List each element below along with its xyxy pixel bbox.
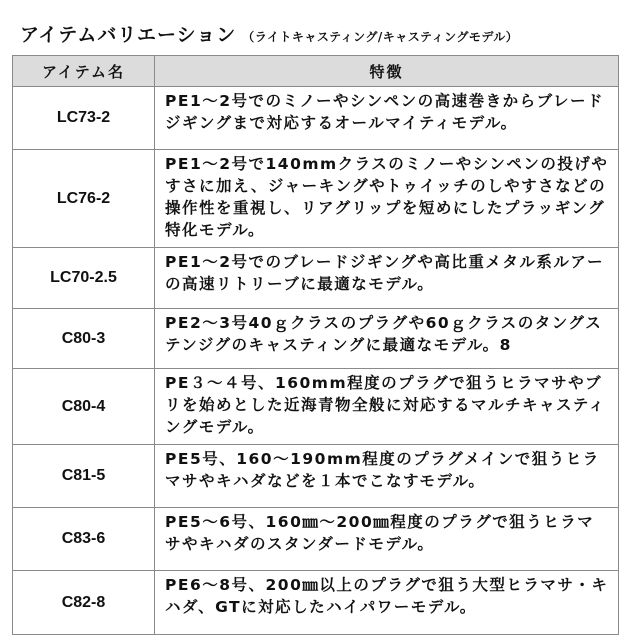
item-feature-cell: PE5～6号、160㎜～200㎜程度のプラグで狙うヒラマサやキハダのスタンダードモデル。: [155, 508, 619, 571]
table-row: [13, 369, 619, 445]
table-row: [13, 571, 619, 635]
table-row: [13, 248, 619, 309]
item-feature-cell: PE1～2号でのミノーやシンペンの高速巻きからブレードジギングまで対応するオールマイティモデル。: [155, 87, 619, 150]
item-name-cell: C80-3: [13, 309, 155, 369]
header-item-name: アイテム名: [13, 56, 155, 87]
item-feature-cell: PE2～3号40ｇクラスのプラグや60ｇクラスのタングステンジグのキャスティングに最適なモデル。8: [155, 309, 619, 369]
item-name-cell: C80-4: [13, 369, 155, 445]
item-name-cell: LC76-2: [13, 150, 155, 248]
table-row: [13, 309, 619, 369]
item-name-cell: C83-6: [13, 508, 155, 571]
table-header-row: [13, 56, 619, 87]
table-row: [13, 445, 619, 508]
item-name-cell: LC70-2.5: [13, 248, 155, 309]
item-feature-cell: PE5号、160～190mm程度のプラグメインで狙うヒラマサやキハダなどを１本でこなすモデル。: [155, 445, 619, 508]
title-subtitle: （ライトキャスティング/キャスティングモデル）: [242, 30, 519, 44]
item-name-cell: C81-5: [13, 445, 155, 508]
item-feature-cell: PE３～４号、160mm程度のプラグで狙うヒラマサやブリを始めとした近海青物全般に対応するマルチキャスティングモデル。: [155, 369, 619, 445]
table-row: [13, 87, 619, 150]
item-feature-cell: PE6～8号、200㎜以上のプラグで狙う大型ヒラマサ・キハダ、GTに対応したハイパワーモデル。: [155, 571, 619, 635]
item-name-cell: LC73-2: [13, 87, 155, 150]
item-name-cell: C82-8: [13, 571, 155, 635]
title-main: アイテムバリエーション: [20, 24, 237, 46]
item-variation-table: [12, 55, 619, 635]
item-feature-cell: PE1～2号でのブレードジギングや高比重メタル系ルアーの高速リトリーブに最適なモデル。: [155, 248, 619, 309]
table-row: [13, 150, 619, 248]
header-features: 特徴: [155, 56, 619, 87]
page-title: [20, 20, 518, 47]
table-row: [13, 508, 619, 571]
item-feature-cell: PE1～2号で140mmクラスのミノーやシンペンの投げやすさに加え、ジャーキングやトゥイッチのしやすさなどの操作性を重視し、リアグリップを短めにしたプラッギング特化モデル。: [155, 150, 619, 248]
